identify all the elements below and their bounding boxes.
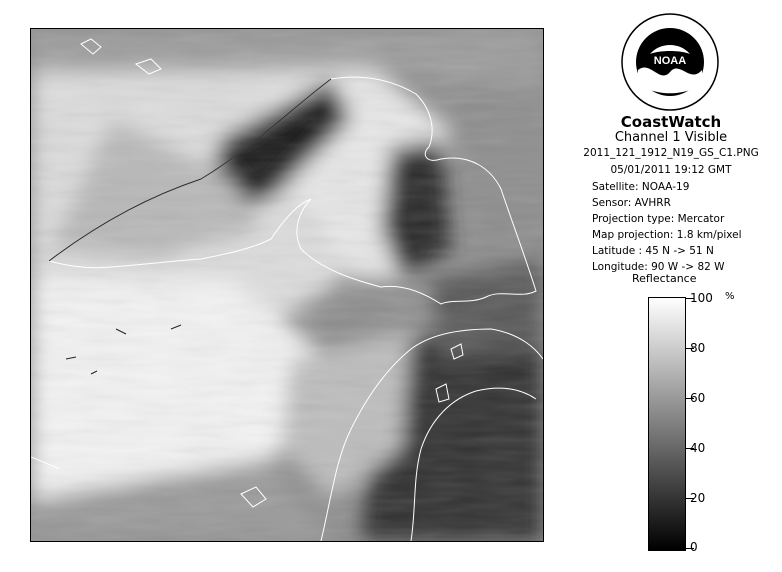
satellite-image <box>30 28 544 542</box>
reflectance-colorbar <box>648 297 686 551</box>
image-datetime: 05/01/2011 19:12 GMT <box>610 164 732 176</box>
logo-center-text: NOAA <box>653 55 687 67</box>
legend-tick-label: 40 <box>690 441 706 455</box>
legend-tick-label: 20 <box>690 491 706 505</box>
app-title: CoastWatch <box>620 113 722 131</box>
legend-tick-label: 0 <box>690 540 698 554</box>
legend-tick-label: 80 <box>690 341 706 355</box>
info-panel <box>560 0 782 572</box>
meta-sensor: Sensor: AVHRR <box>592 197 671 209</box>
satellite-image-render <box>31 29 543 541</box>
meta-satellite: Satellite: NOAA-19 <box>592 181 690 193</box>
legend-tick-label: 100 <box>690 291 713 305</box>
legend-title: Reflectance <box>632 272 697 285</box>
legend-tick-label: 60 <box>690 391 706 405</box>
meta-projection-type: Projection type: Mercator <box>592 213 725 225</box>
noaa-logo <box>620 12 720 112</box>
meta-map-projection: Map projection: 1.8 km/pixel <box>592 229 742 241</box>
legend-unit: % <box>725 291 735 302</box>
image-filename: 2011_121_1912_N19_GS_C1.PNG <box>583 147 759 159</box>
meta-longitude: Longitude: 90 W -> 82 W <box>592 261 725 273</box>
channel-subtitle: Channel 1 Visible <box>614 130 728 145</box>
meta-latitude: Latitude : 45 N -> 51 N <box>592 245 714 257</box>
